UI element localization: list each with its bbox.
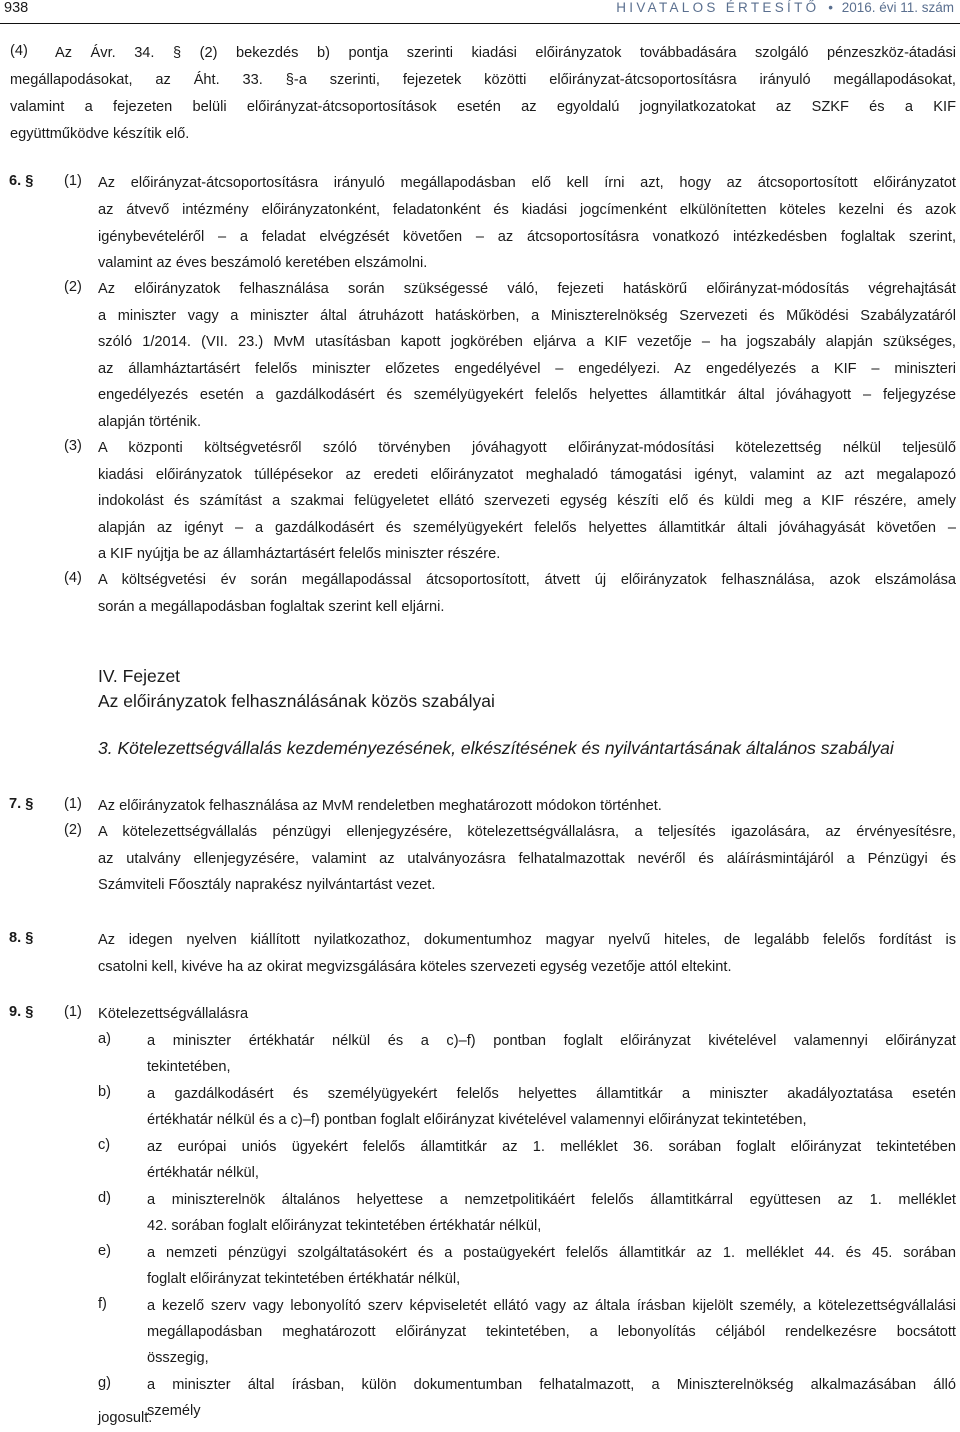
list-item-line: a nemzeti pénzügyi szolgáltatásokért és a postaügyekért felelős államtitkár az 1. melléklet 44. és 45. sorában [147, 1245, 956, 1261]
paragraph-line: valamint az éves beszámoló keretében elszámolni. [98, 255, 428, 271]
list-item-line: értékhatár nélkül, [147, 1165, 259, 1181]
list-item-line: a miniszterelnök általános helyettese a nemzetpolitikáért felelős államtitkárral együttesen az 1. melléklet [147, 1192, 956, 1208]
journal-title: HIVATALOS ÉRTESÍTŐ [616, 0, 820, 15]
paragraph-line: együttműködve készítik elő. [10, 126, 190, 142]
paragraph-line: valamint a fejezeten belüli előirányzat-átcsoportosítások esetén az egyoldalú jognyilatkozatokat az SZKF és a KIF [10, 99, 956, 115]
paragraph-number: (1) [64, 173, 82, 189]
list-item-label: e) [98, 1243, 111, 1259]
section-number: 7. § [9, 796, 34, 812]
paragraph-line: Az előirányzat-átcsoportosításra irányuló megállapodásban elő kell írni azt, hogy az átcsoportosított előirányzatot [98, 175, 956, 191]
paragraph-number: (4) [64, 570, 82, 586]
list-item-line: tekintetében, [147, 1059, 231, 1075]
header-separator: • [828, 0, 833, 15]
paragraph-line: szóló 1/2014. (VII. 23.) MvM utasításban kapott jogkörében eljárva a KIF vezetője – ha jogszabály alapján szükséges, [98, 334, 956, 350]
paragraph-line: Az előirányzatok felhasználása során szükségessé váló, fejezeti hatáskörű előirányzat-módosítás végrehajtását [98, 281, 956, 297]
paragraph-line: Számviteli Főosztály naprakész nyilvántartást vezet. [98, 877, 436, 893]
paragraph-line: alapján az igényt – a gazdálkodásért és személyügyekért felelős helyettes államtitkár általi jóváhagyását követően – [98, 520, 956, 536]
paragraph-line: Kötelezettségvállalásra [98, 1006, 249, 1022]
paragraph-number: (3) [64, 438, 82, 454]
paragraph-line: az államháztartásért felelős miniszter előzetes engedélyével – engedélyezi. Az engedélyezés a KIF – miniszteri [98, 361, 956, 377]
list-item-line: a miniszter által írásban, külön dokumentumban felhatalmazott, a Miniszterelnökség alkalmazásában álló [147, 1377, 956, 1393]
list-item-line: összegig, [147, 1350, 209, 1366]
paragraph-line: Az Ávr. 34. § (2) bekezdés b) pontja szerinti kiadási előirányzatok továbbadására szolgáló pénzeszköz-átadási [55, 45, 956, 61]
paragraph-line: alapján történik. [98, 414, 202, 430]
paragraph-line: Az idegen nyelven kiállított nyilatkozathoz, dokumentumhoz magyar nyelvű hiteles, de legalább felelős fordítást is [98, 932, 956, 948]
closing-line: jogosult. [98, 1410, 153, 1426]
list-item-label: a) [98, 1031, 111, 1047]
paragraph-number: (1) [64, 796, 82, 812]
paragraph-line: engedélyezés esetén a gazdálkodásért és személyügyekért felelős helyettes államtitkár által jóváhagyott – feljegyzése [98, 387, 956, 403]
list-item-line: a miniszter értékhatár nélkül és a c)–f) pontban foglalt előirányzat kivételével valamennyi előirányzat [147, 1033, 956, 1049]
paragraph-line: csatolni kell, kivéve ha az okirat megvizsgálására köteles szervezeti egység vezetője attól eltekint. [98, 959, 732, 975]
chapter-label: IV. Fejezet [98, 666, 181, 686]
section-number: 6. § [9, 173, 34, 189]
section-number: 9. § [9, 1004, 34, 1020]
list-item-line: 42. sorában foglalt előirányzat tekintetében értékhatár nélkül, [147, 1218, 542, 1234]
list-item-line: az európai uniós ügyekért felelős államtitkár az 1. melléklet 36. sorában foglalt előirányzat tekintetében [147, 1139, 956, 1155]
paragraph-line: a KIF nyújtja be az államháztartásért felelős miniszter részére. [98, 546, 501, 562]
list-item-line: személy [147, 1403, 201, 1419]
paragraph-line: Az előirányzatok felhasználása az MvM rendeletben meghatározott módokon történhet. [98, 798, 662, 814]
paragraph-number: (4) [10, 43, 28, 59]
list-item-line: foglalt előirányzat tekintetében értékhatár nélkül, [147, 1271, 461, 1287]
paragraph-number: (2) [64, 279, 82, 295]
list-item-label: c) [98, 1137, 111, 1153]
issue-label: 2016. évi 11. szám [841, 0, 954, 15]
journal-header [616, 0, 954, 15]
list-item-label: g) [98, 1375, 111, 1391]
paragraph-line: a miniszter vagy a miniszter által átruházott hatáskörben, a Miniszterelnökség Szervezeti és Működési Szabályzatáról [98, 308, 956, 324]
paragraph-number: (1) [64, 1004, 82, 1020]
paragraph-line: az utalvány ellenjegyzésére, valamint az utalványozásra felhatalmazottak nevéről és aláírásmintájáról a Pénzügyi és [98, 851, 956, 867]
paragraph-line: igénybevételéről – a feladat elvégzését követően – az átcsoportosításra vonatkozó intézkedésben foglaltak szerint, [98, 229, 956, 245]
list-item-label: f) [98, 1296, 107, 1312]
paragraph-line: indokolást és számítást a szakmai felügyeletet ellátó szervezeti egység készíti elő és küldi meg a KIF részére, amely [98, 493, 956, 509]
paragraph-line: során a megállapodásban foglaltak szerint kell eljárni. [98, 599, 445, 615]
list-item-label: b) [98, 1084, 111, 1100]
header-rule [0, 23, 960, 24]
paragraph-number: (2) [64, 822, 82, 838]
list-item-label: d) [98, 1190, 111, 1206]
chapter-title: Az előirányzatok felhasználásának közös szabályai [98, 691, 495, 711]
subchapter-title: 3. Kötelezettségvállalás kezdeményezésének, elkészítésének és nyilvántartásának általános szabályai [98, 738, 894, 758]
list-item-line: a kezelő szerv vagy lebonyolító szerv képviseletét ellátó vagy az általa írásban kijelölt személy, a kötelezettségvállalási [147, 1298, 956, 1314]
list-item-line: a gazdálkodásért és személyügyekért felelős helyettes államtitkár a miniszter akadályoztatása esetén [147, 1086, 956, 1102]
paragraph-line: kiadási előirányzatok túllépésekor az eredeti előirányzatot meghaladó támogatási igényt, valamint az azt megalapozó [98, 467, 956, 483]
section-number: 8. § [9, 930, 34, 946]
page-number: 938 [4, 0, 29, 16]
page-header [0, 0, 960, 22]
paragraph-line: megállapodásokat, az Áht. 33. §-a szerinti, fejezetek közötti előirányzat-átcsoportosításra irányuló megállapodásokat, [10, 72, 956, 88]
paragraph-line: A költségvetési év során megállapodással átcsoportosított, átvett új előirányzatok felhasználása, azok elszámolása [98, 572, 956, 588]
list-item-line: megállapodásban meghatározott előirányzat tekintetében, a lebonyolítás céljából rendelkezésre bocsátott [147, 1324, 956, 1340]
paragraph-line: A központi költségvetésről szóló törvényben jóváhagyott előirányzat-módosítási kötelezettség nélkül teljesülő [98, 440, 956, 456]
paragraph-line: A kötelezettségvállalás pénzügyi ellenjegyzésére, kötelezettségvállalásra, a teljesítés igazolására, az érvényesítésre, [98, 824, 956, 840]
paragraph-line: az átvevő intézmény előirányzatonként, feladatonként és kiadási jogcímenként elkülönítetten köteles kezelni és azok [98, 202, 956, 218]
list-item-line: értékhatár nélkül és a c)–f) pontban foglalt előirányzat kivételével valamennyi előirányzat tekintetében, [147, 1112, 807, 1128]
